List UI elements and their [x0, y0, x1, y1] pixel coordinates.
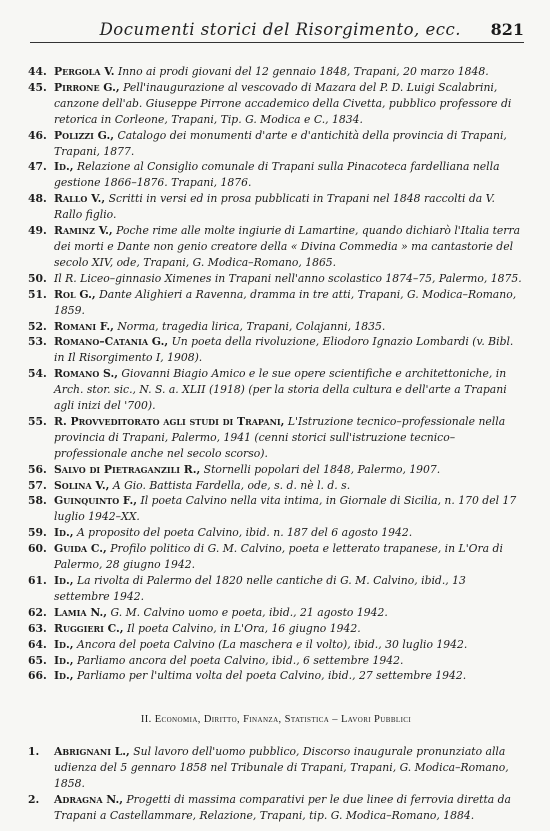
reference-title: Stornelli popolari del 1848, Palermo, 1907. [203, 462, 441, 476]
reference-title: Ancora del poeta Calvino (La maschera e il volto), ibid., 30 luglio 1942. [76, 637, 468, 651]
reference-author: Solina V., [54, 478, 110, 492]
reference-entry [28, 319, 524, 335]
reference-number: 66. [28, 669, 47, 683]
reference-title: Dante Alighieri a Ravenna, dramma in tre atti, Trapani, G. Modica–Romano, 1859. [54, 287, 517, 317]
reference-title: A Gio. Battista Fardella, ode, s. d. nè l. d. s. [112, 478, 351, 492]
reference-entry [28, 462, 524, 478]
reference-author: Id., [54, 574, 74, 587]
reference-number: 48. [28, 192, 47, 206]
reference-text [54, 191, 524, 223]
reference-number: 49. [28, 224, 47, 238]
reference-author: Romano S., [54, 367, 118, 381]
reference-author: Pergola V. [54, 65, 115, 78]
reference-title: La rivolta di Palermo del 1820 nelle cantiche di G. M. Calvino, ibid., 13 settembre 1942. [54, 574, 466, 603]
reference-entry [28, 366, 524, 414]
reference-author: Lamia N., [54, 605, 108, 619]
reference-number: 54. [28, 367, 47, 381]
reference-entry [28, 191, 524, 223]
reference-text [54, 744, 524, 792]
reference-author: Guinquinto F., [54, 494, 138, 508]
reference-text [54, 637, 524, 653]
reference-entry [28, 334, 524, 366]
reference-author: Pirrone G., [54, 80, 120, 94]
reference-title: G. M. Calvino uomo e poeta, ibid., 21 agosto 1942. [110, 605, 388, 619]
reference-number: 57. [28, 478, 47, 492]
reference-entry [28, 525, 524, 541]
reference-title: Parliamo ancora del poeta Calvino, ibid., 6 settembre 1942. [76, 653, 404, 667]
reference-text [54, 64, 524, 80]
reference-title: L'Istruzione tecnico–professionale nella provincia di Trapani, Palermo, 1941 (cenni storici sull'istruzione tecnico–professionale anche nel secolo scorso). [54, 414, 506, 460]
section-heading: II. Economia, Diritto, Finanza, Statistica – Lavori Pubblici [140, 714, 412, 725]
reference-entry [28, 478, 524, 494]
reference-number: 61. [28, 574, 47, 587]
reference-number: 53. [28, 335, 47, 349]
reference-text [54, 414, 524, 462]
running-header [30, 14, 524, 43]
running-title: Documenti storici del Risorgimento, ecc. [99, 20, 462, 39]
reference-number: 55. [28, 414, 47, 428]
reference-number: 63. [28, 621, 47, 635]
reference-title: Poche rime alle molte ingiurie di Lamartine, quando dichiarò l'Italia terra dei morti e Dante non genio creatore della « Divina Commedia » ma cantastorie del secolo XIV, ode, Trapani, G. Modica–Romano, 1865. [54, 224, 521, 269]
reference-title: Pell'inaugurazione al vescovado di Mazara del P. D. Luigi Scalabrini, canzone dell'ab. Giuseppe Pirrone accademico della Civetta, pubblico professore di retorica in Corleone, Trapani, Tip. G. Modica e C., 1834. [54, 80, 512, 126]
reference-author: Id., [54, 653, 74, 667]
reference-author: Adragna N., [54, 792, 123, 806]
reference-title: Relazione al Consiglio comunale di Trapani sulla Pinacoteca fardelliana nella gestione 1866–1876. Trapani, 1876. [54, 160, 500, 190]
reference-entry [28, 223, 524, 271]
reference-entry [28, 128, 524, 160]
reference-author: Guida C., [54, 542, 107, 556]
reference-author: Raminz V., [54, 224, 113, 238]
reference-number: 51. [28, 287, 47, 301]
reference-number: 58. [28, 494, 47, 508]
reference-entry [28, 287, 524, 319]
reference-entry [28, 637, 524, 653]
reference-title: Scritti in versi ed in prosa pubblicati in Trapani nel 1848 raccolti da V. Rallo figlio. [54, 192, 495, 222]
reference-title: Parliamo per l'ultima volta del poeta Calvino, ibid., 27 settembre 1942. [76, 669, 467, 683]
reference-entry [28, 653, 524, 669]
reference-entry [28, 64, 524, 80]
reference-title: Profilo politico di G. M. Calvino, poeta e letterato trapanese, in L'Ora di Palermo, 28 giugno 1942. [54, 542, 503, 572]
reference-text [54, 80, 524, 128]
reference-text [54, 366, 524, 414]
reference-entry [28, 493, 524, 525]
reference-title: Inno ai prodi giovani del 12 gennaio 1848, Trapani, 20 marzo 1848. [117, 65, 489, 78]
reference-title: Catalogo dei monumenti d'arte e d'antichità della provincia di Trapani, Trapani, 1877. [54, 128, 507, 158]
reference-author: R. Provveditorato agli studi di Trapani, [54, 414, 285, 428]
reference-text [54, 668, 524, 684]
reference-number: 65. [28, 653, 47, 667]
reference-number: 59. [28, 526, 47, 540]
reference-entry [28, 605, 524, 621]
reference-title: Norma, tragedia lirica, Trapani, Colajanni, 1835. [117, 319, 386, 333]
reference-title: Il poeta Calvino, in L'Ora, 16 giugno 1942. [126, 621, 361, 635]
reference-number: 52. [28, 319, 47, 333]
reference-author: Romano–Catania G., [54, 335, 169, 349]
reference-title: Sul lavoro dell'uomo pubblico, Discorso inaugurale pronunziato alla udienza del 5 gennaro 1858 nel Tribunale di Trapani, Trapani, G. Modica–Romano, 1858. [54, 745, 509, 790]
reference-text [54, 493, 524, 525]
reference-text [54, 462, 524, 478]
reference-number: 1. [28, 745, 40, 758]
reference-author: Romani F., [54, 319, 114, 333]
reference-title: Il R. Liceo–ginnasio Ximenes in Trapani nell'anno scolastico 1874–75, Palermo, 1875. [54, 271, 522, 285]
reference-text [54, 271, 524, 287]
reference-text [54, 334, 524, 366]
reference-author: Rol G., [54, 287, 96, 301]
reference-number: 56. [28, 462, 47, 476]
reference-entry [28, 792, 524, 824]
reference-author: Abrignani L., [54, 745, 130, 758]
reference-number: 60. [28, 542, 47, 556]
reference-list [28, 64, 524, 684]
reference-number: 44. [28, 65, 47, 78]
reference-entry [28, 159, 524, 191]
reference-author: Salvo di Pietraganzili R., [54, 462, 201, 476]
reference-entry [28, 744, 524, 792]
reference-text [54, 478, 524, 494]
reference-author: Id., [54, 669, 74, 683]
reference-title: Un poeta della rivoluzione, Eliodoro Ignazio Lombardi (v. Bibl. in Il Risorgimento I, 1908). [54, 335, 514, 365]
reference-title: Progetti di massima comparativi per le due linee di ferrovia diretta da Trapani a Castellammare, Relazione, Trapani, tip. G. Modica–Romano, 1884. [54, 792, 511, 822]
reference-title: A proposito del poeta Calvino, ibid. n. 187 del 6 agosto 1942. [76, 526, 413, 540]
reference-number: 2. [28, 792, 40, 806]
reference-text [54, 541, 524, 573]
reference-text [54, 573, 524, 605]
reference-entry [28, 541, 524, 573]
reference-list-section-2 [28, 744, 524, 824]
reference-title: Il poeta Calvino nella vita intima, in Giornale di Sicilia, n. 170 del 17 luglio 1942–XX. [54, 494, 517, 524]
reference-number: 50. [28, 271, 47, 285]
reference-text [54, 319, 524, 335]
reference-text [54, 223, 524, 271]
reference-author: Id., [54, 160, 74, 174]
reference-entry [28, 573, 524, 605]
reference-text [54, 287, 524, 319]
reference-number: 45. [28, 80, 47, 94]
reference-entry [28, 414, 524, 462]
reference-text [54, 605, 524, 621]
reference-number: 47. [28, 160, 47, 174]
reference-number: 64. [28, 637, 47, 651]
reference-author: Id., [54, 526, 74, 540]
reference-author: Polizzi G., [54, 128, 114, 142]
reference-text [54, 792, 524, 824]
reference-text [54, 621, 524, 637]
reference-number: 46. [28, 128, 47, 142]
reference-entry [28, 668, 524, 684]
reference-author: Ruggieri C., [54, 621, 124, 635]
reference-entry [28, 80, 524, 128]
reference-text [54, 128, 524, 160]
reference-text [54, 525, 524, 541]
reference-author: Id., [54, 637, 74, 651]
reference-text [54, 159, 524, 191]
reference-entry [28, 621, 524, 637]
reference-entry [28, 271, 524, 287]
reference-author: Rallo V., [54, 192, 106, 206]
reference-number: 62. [28, 605, 47, 619]
reference-title: Giovanni Biagio Amico e le sue opere scientifiche e architettoniche, in Arch. stor. sic., N. S. a. XLII (1918) (per la storia della cultura e dell'arte a Trapani agli inizi del '700). [54, 367, 507, 413]
page-number: 821 [490, 20, 524, 39]
reference-text [54, 653, 524, 669]
